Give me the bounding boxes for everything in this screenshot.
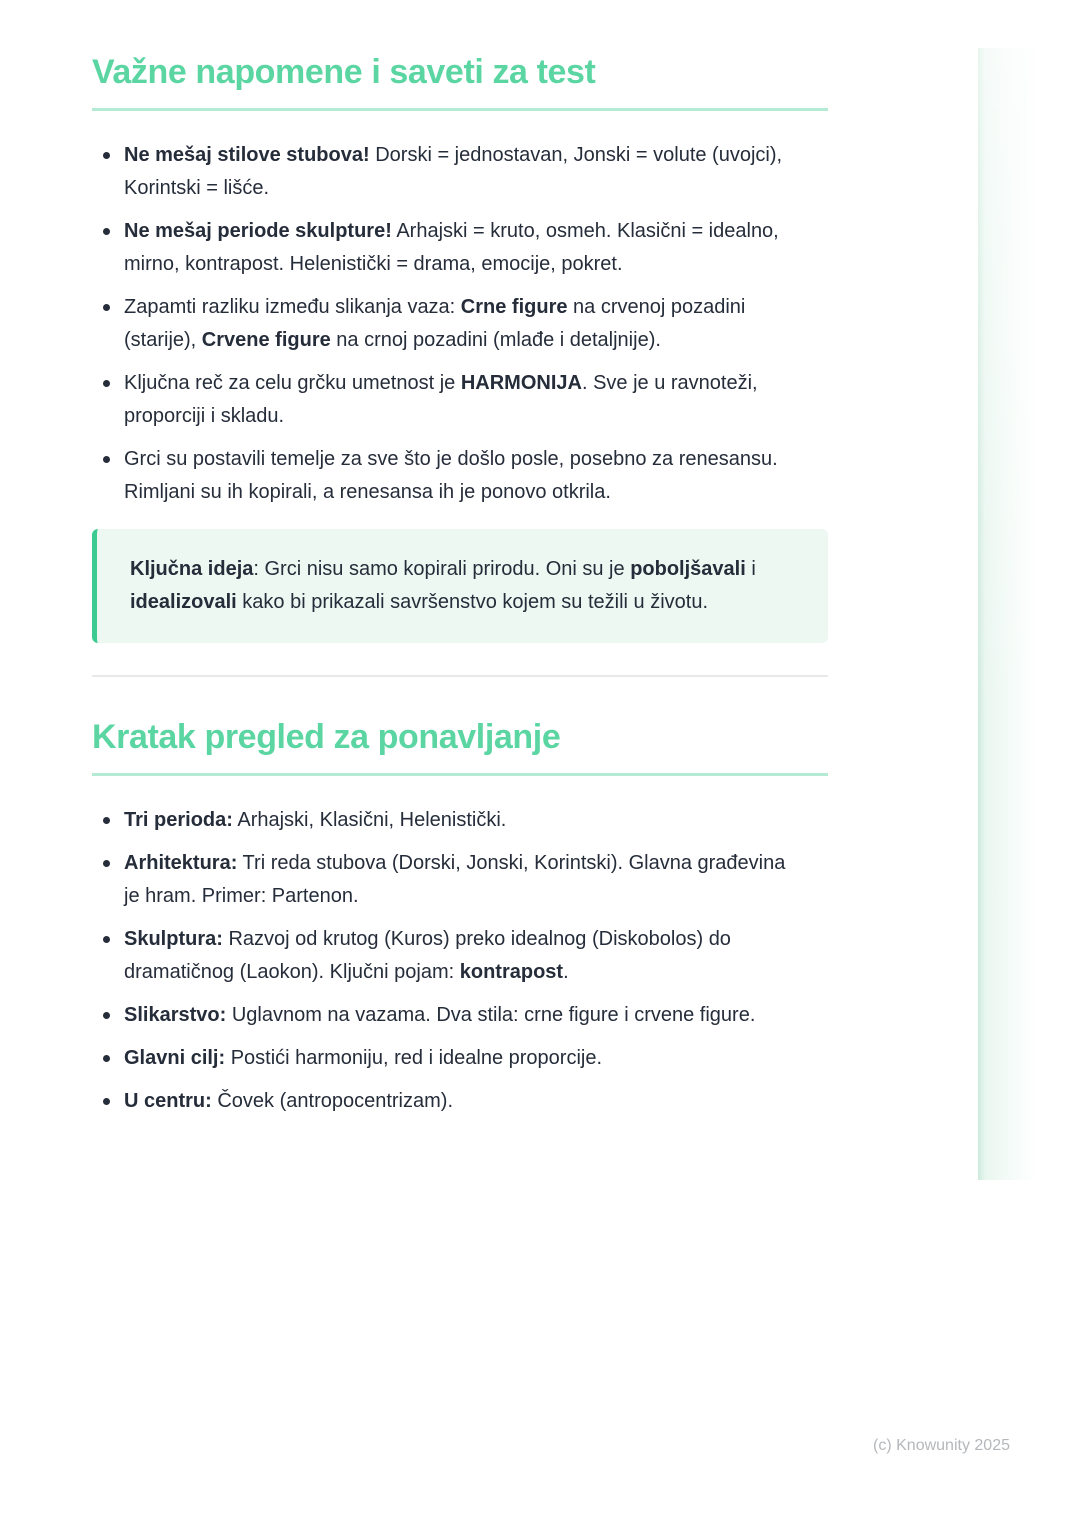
bullet-bold-text: kontrapost — [459, 961, 564, 983]
list-item — [92, 215, 804, 281]
bullet-text: na crnoj pozadini (mlađe i detaljnije). — [330, 329, 661, 351]
bullet-text: . — [563, 961, 569, 983]
bullet-text: Uglavnom na vazama. Dva stila: crne figure i crvene figure. — [226, 1004, 756, 1026]
bullet-text: na crvenoj pozadini (starije), — [124, 296, 746, 351]
section-title-notes: Važne napomene i saveti za test — [92, 53, 596, 91]
bullet-text: Grci su postavili temelje za sve što je došlo posle, posebno za renesansu. Rimljani su ih kopirali, a renesansa ih je ponovo otkrila. — [124, 448, 778, 503]
callout-bold-text: Ključna ideja — [130, 558, 254, 580]
callout-text: kako bi prikazali savršenstvo kojem su težili u životu. — [236, 591, 709, 613]
list-item — [92, 1085, 804, 1118]
bullet-bold-text: Slikarstvo: — [124, 1004, 227, 1026]
title-underline — [92, 108, 828, 111]
list-item — [92, 999, 804, 1032]
list-item — [92, 847, 804, 913]
list-item — [92, 291, 804, 357]
bullet-bold-text: Ne mešaj periode skulpture! — [124, 220, 392, 242]
list-item — [92, 1042, 804, 1075]
key-idea-callout — [92, 529, 828, 643]
bullet-bold-text: HARMONIJA — [460, 372, 582, 394]
list-item — [92, 367, 804, 433]
section-divider — [92, 675, 828, 677]
title-underline — [92, 773, 828, 776]
bullet-bold-text: U centru: — [124, 1090, 212, 1112]
bullet-text: Dorski = jednostavan, Jonski = volute (uvojci), Korintski = lišće. — [124, 144, 783, 199]
callout-bold-text: idealizovali — [130, 591, 237, 613]
page-edge-gradient — [978, 48, 1038, 1180]
bullet-text: Postići harmoniju, red i idealne proporcije. — [225, 1047, 603, 1069]
list-item — [92, 443, 804, 509]
bullet-text: Arhajski, Klasični, Helenistički. — [232, 809, 507, 831]
bullet-text: Zapamti razliku između slikanja vaza: — [124, 296, 461, 318]
bullet-bold-text: Tri perioda: — [124, 809, 233, 831]
bullet-text: Razvoj od krutog (Kuros) preko idealnog (Diskobolos) do dramatičnog (Laokon). Ključni pojam: — [124, 928, 731, 983]
review-bullet-list — [92, 804, 804, 1118]
bullet-bold-text: Ne mešaj stilove stubova! — [124, 144, 370, 166]
list-item — [92, 139, 804, 205]
page-content — [92, 0, 828, 1118]
callout-text: : Grci nisu samo kopirali prirodu. Oni su je — [253, 558, 631, 580]
section-title-review: Kratak pregled za ponavljanje — [92, 718, 561, 756]
bullet-text: Arhajski = kruto, osmeh. Klasični = idealno, mirno, kontrapost. Helenistički = drama, emocije, pokret. — [124, 220, 779, 275]
bullet-bold-text: Arhitektura: — [124, 852, 238, 874]
list-item — [92, 804, 804, 837]
bullet-text: . Sve je u ravnoteži, proporciji i skladu. — [124, 372, 758, 427]
bullet-bold-text: Glavni cilj: — [124, 1047, 226, 1069]
bullet-text: Tri reda stubova (Dorski, Jonski, Korintski). Glavna građevina je hram. Primer: Partenon. — [124, 852, 786, 907]
bullet-bold-text: Crne figure — [460, 296, 568, 318]
callout-text: i — [745, 558, 756, 580]
bullet-bold-text: Skulptura: — [124, 928, 223, 950]
bullet-text: Čovek (antropocentrizam). — [211, 1090, 453, 1112]
bullet-bold-text: Crvene figure — [201, 329, 331, 351]
bullet-text: Ključna reč za celu grčku umetnost je — [124, 372, 461, 394]
notes-bullet-list — [92, 139, 804, 509]
callout-bold-text: poboljšavali — [630, 558, 746, 580]
list-item — [92, 923, 804, 989]
copyright-footer: (c) Knowunity 2025 — [873, 1437, 1010, 1454]
